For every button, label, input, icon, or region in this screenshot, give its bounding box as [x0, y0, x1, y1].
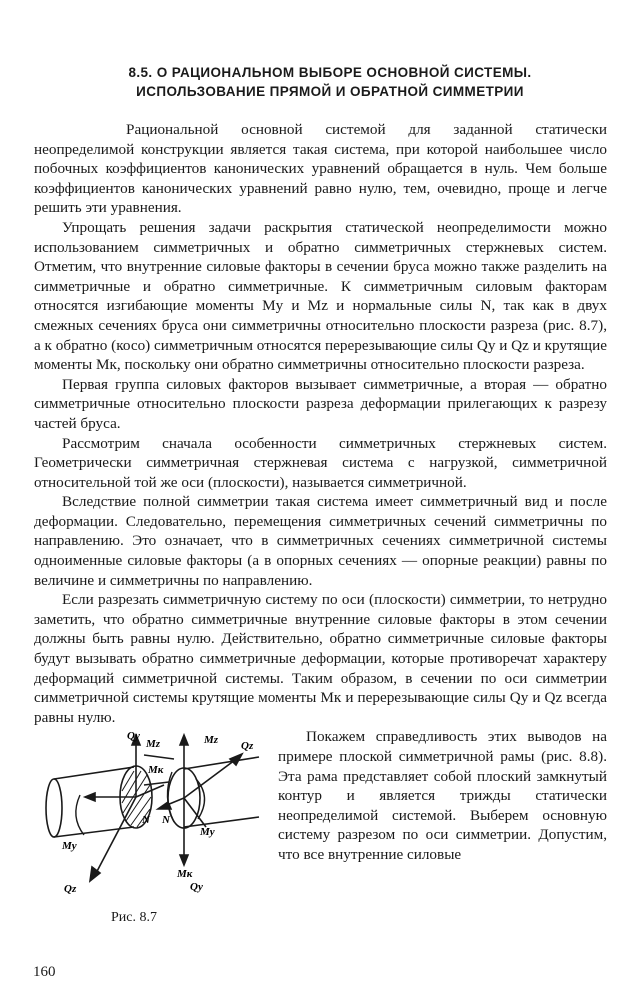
paragraph-6: Если разрезать симметричную систему по оси (плоскости) симметрии, то нетрудно заметить, что обратно симметричные внутренние силовые факторы в этом сечении должны быть равны нулю. Действительно, обратно симметричные силовые факторы будут вызывать обратно симметричные деформации, которые противоречат характеру деформаций симметричной системы. Таким образом, в сечении по оси симметрии симметричной системы крутящие моменты Mк и перерезывающие силы Qу и Qz всегда равны нулю. [34, 591, 607, 726]
paragraph-1: Рациональной основной системой для заданной статически неопределимой конструкции является такая система, при которой наибольшее число побочных коэффициентов канонических уравнений обращается в нуль. Чем больше коэффициентов канонических уравнений равно нулю, тем, очевидно, проще и легче решить эти уравнения. [34, 121, 607, 217]
label-mz-right: Mz [204, 734, 219, 747]
paragraph-3: Первая группа силовых факторов вызывает симметричные, а вторая — обратно симметричные относительно плоскости разреза деформации прилегающих к разрезу частей бруса. [34, 375, 607, 432]
label-mz-left: Mz [146, 738, 161, 751]
paragraph-7: Покажем справедливость этих выводов на примере плоской симметричной рамы (рис. 8.8). Эта рама представляет собой плоский замкнутый контур и является трижды статически неопределимой системой. Выберем основную систему разрезом по оси симметрии. Допустим, что все внутренние силовые [278, 728, 607, 863]
label-qy-right: Qy [190, 881, 203, 894]
figure-caption: Рис. 8.7 [111, 909, 157, 925]
heading-line-2: ИСПОЛЬЗОВАНИЕ ПРЯМОЙ И ОБРАТНОЙ СИММЕТРИИ [136, 84, 524, 99]
heading-line-1: 8.5. О РАЦИОНАЛЬНОМ ВЫБОРЕ ОСНОВНОЙ СИСТЕМЫ. [128, 65, 532, 80]
page-number: 160 [33, 964, 56, 980]
label-n-right: N [162, 814, 170, 827]
label-n-left: N [142, 814, 150, 827]
label-my-left: My [62, 840, 77, 853]
label-my-right: My [200, 826, 215, 839]
label-mk-right: Mк [177, 868, 193, 881]
label-qy-left: Qy [127, 730, 140, 743]
paragraph-2: Упрощать решения задачи раскрытия статической неопределимости можно использованием симметричных и обратно симметричных стержневых систем. Отметим, что внутренние силовые факторы в сечении бруса можно также разделить на симметричные и обратно симметричные. К симметричным силовым факторам относятся изгибающие моменты Mу и Mz и нормальные силы N, так как в двух смежных сечениях бруса они симметричны относительно плоскости разреза (рис. 8.7), а к обратно (косо) симметричным относятся перерезывающие силы Qу и Qz и крутящие моменты Mк, поскольку они обратно симметричны относительно плоскости разреза. [34, 218, 607, 374]
paragraph-4: Рассмотрим сначала особенности симметричных стержневых систем. Геометрически симметричная стержневая система с нагрузкой, симметричной относительной той же оси (плоскости), называется симметричной. [34, 434, 607, 491]
label-qz-left: Qz [64, 883, 77, 896]
label-mk-left: Mк [148, 764, 164, 777]
label-qz-right: Qz [241, 740, 254, 753]
figure-8-7 [34, 727, 266, 937]
body-text [34, 120, 607, 937]
figure-8-7-drawing [34, 727, 266, 907]
paragraph-5: Вследствие полной симметрии такая система имеет симметричный вид и после деформации. Следовательно, перемещения симметричных сечений симметричны по направлению. Это означает, что в симметричных сечениях симметричной системы одноименные силовые факторы (а в опорных сечениях — опорные реакции) равны по величине и симметричны по направлению. [34, 493, 607, 589]
section-heading [80, 63, 580, 101]
